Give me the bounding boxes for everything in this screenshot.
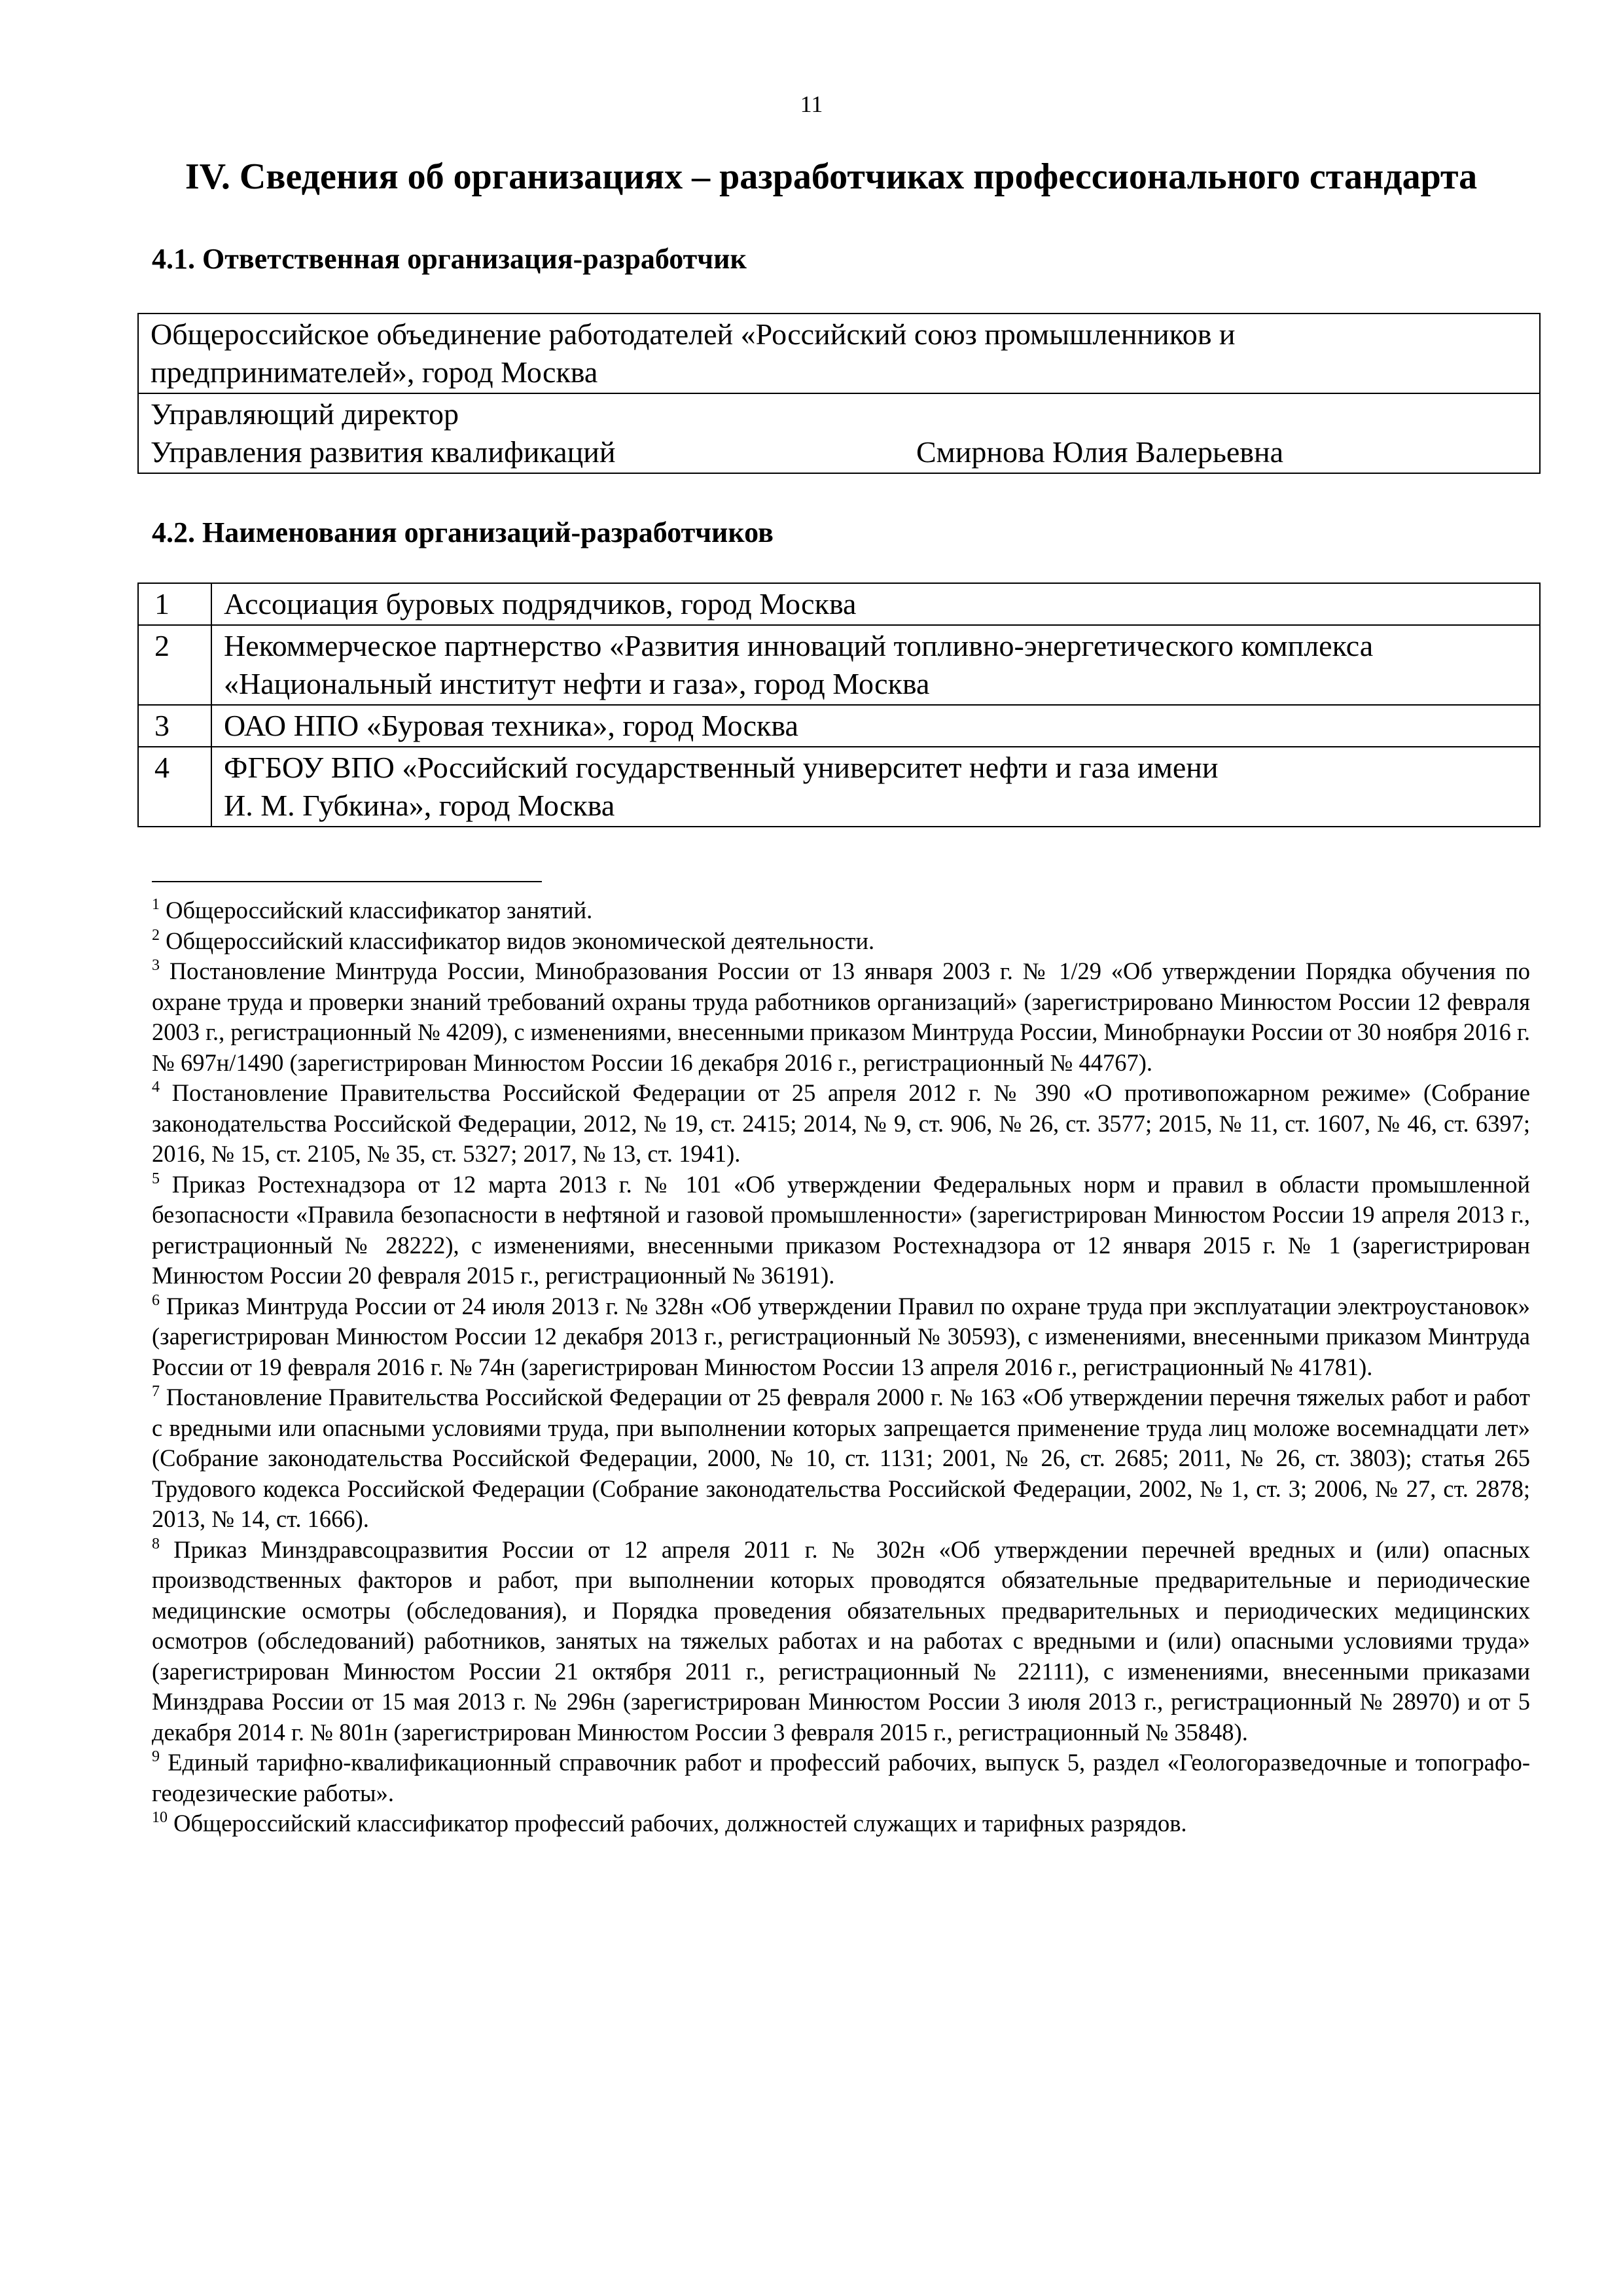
footnote-mark: 4 xyxy=(152,1079,160,1096)
footnote xyxy=(152,1078,1530,1170)
signatory-cell xyxy=(138,393,1540,473)
footnote xyxy=(152,1748,1530,1808)
subsection-title-responsible: 4.1. Ответственная организация-разработчик xyxy=(152,243,747,275)
row-number: 3 xyxy=(138,705,211,747)
footnote-mark: 1 xyxy=(152,896,160,913)
table-row xyxy=(138,625,1540,705)
footnote xyxy=(152,1535,1530,1748)
footnote-mark: 2 xyxy=(152,926,160,944)
developer-organizations-table xyxy=(137,583,1541,827)
footnote-text: Постановление Правительства Российской Федерации от 25 февраля 2000 г. № 163 «Об утверждении перечня тяжелых работ и работ с вредными или опасными условиями труда, при выполнении которых запрещается применение труда лиц моложе восемнадцати лет» (Собрание законодательства Российской Федерации, 2000, № 10, ст. 1131; 2001, № 26, ст. 2685; 2011, № 26, ст. 3803); статья 265 Трудового кодекса Российской Федерации (Собрание законодательства Российской Федерации, 2002, № 1, ст. 3; 2006, № 27, ст. 2878; 2013, № 14, ст. 1666). xyxy=(152,1384,1531,1532)
table-row xyxy=(138,747,1540,827)
footnote xyxy=(152,1808,1530,1839)
organization-cell xyxy=(211,583,1540,625)
organization-name-line: И. М. Губкина», город Москва xyxy=(224,789,615,822)
position-line: Управления развития квалификаций xyxy=(151,435,616,469)
footnote-mark: 7 xyxy=(152,1383,160,1400)
footnote xyxy=(152,895,1530,926)
footnote xyxy=(152,926,1530,957)
footnote-text: Приказ Ростехнадзора от 12 марта 2013 г. № 101 «Об утверждении Федеральных норм и правил в области промышленной безопасности «Правила безопасности в нефтяной и газовой промышленности» (зарегистрирован Минюстом России 19 апреля 2013 г., регистрационный № 28222), с изменениями, внесенными приказом Ростехнадзора от 12 января 2015 г. № 1 (зарегистрирован Минюстом России 20 февраля 2015 г., регистрационный № 36191). xyxy=(152,1170,1531,1289)
footnote-mark: 10 xyxy=(152,1809,168,1826)
footnote-text: Постановление Минтруда России, Минобразования России от 13 января 2003 г. № 1/29 «Об утверждении Порядка обучения по охране труда и проверки знаний требований охраны труда работников организаций» (зарегистрировано Минюстом России 12 февраля 2003 г., регистрационный № 4209), с изменениями, внесенными приказом Минтруда России, Минобрнауки России от 30 ноября 2016 г. № 697н/1490 (зарегистрирован Минюстом России 16 декабря 2016 г., регистрационный № 44767). xyxy=(152,958,1530,1076)
organization-cell xyxy=(211,625,1540,705)
footnote-mark: 6 xyxy=(152,1291,160,1309)
subsection-title-developers: 4.2. Наименования организаций-разработчиков xyxy=(152,516,774,548)
organization-name-line: Некоммерческое партнерство «Развития инноваций топливно-энергетического комплекса xyxy=(224,629,1374,662)
footnote xyxy=(152,1382,1530,1535)
section-title: IV. Сведения об организациях – разработчиках профессионального стандарта xyxy=(185,156,1478,197)
footnote-mark: 3 xyxy=(152,957,160,974)
organization-name-line: Ассоциация буровых подрядчиков, город Москва xyxy=(224,587,857,620)
position-line: Управляющий директор xyxy=(151,397,459,431)
row-number: 1 xyxy=(138,583,211,625)
footnotes xyxy=(152,895,1530,1839)
organization-cell xyxy=(138,314,1540,393)
organization-name-line: «Национальный институт нефти и газа», город Москва xyxy=(224,667,930,700)
footnote xyxy=(152,956,1530,1078)
footnote-text: Общероссийский классификатор профессий рабочих, должностей служащих и тарифных разрядов. xyxy=(173,1810,1187,1837)
footnote-text: Единый тарифно-квалификационный справочник работ и профессий рабочих, выпуск 5, раздел «Геологоразведочные и топографо-геодезические работы». xyxy=(152,1749,1530,1806)
row-number: 4 xyxy=(138,747,211,827)
footnote-text: Общероссийский классификатор видов экономической деятельности. xyxy=(166,927,875,954)
responsible-organization-table xyxy=(137,313,1541,474)
organization-cell xyxy=(211,747,1540,827)
page-number: 11 xyxy=(800,91,823,117)
signatory-name: Смирнова Юлия Валерьевна xyxy=(916,435,1283,469)
footnote-mark: 8 xyxy=(152,1535,160,1552)
organization-name-line: Общероссийское объединение работодателей «Российский союз промышленников и xyxy=(151,317,1236,351)
footnote-text: Общероссийский классификатор занятий. xyxy=(166,897,593,924)
footnote-separator xyxy=(152,881,542,882)
signatory-line xyxy=(151,433,1527,471)
footnote-text: Постановление Правительства Российской Федерации от 25 апреля 2012 г. № 390 «О противопожарном режиме» (Собрание законодательства Российской Федерации, 2012, № 19, ст. 2415; 2014, № 9, ст. 906, № 26, ст. 3577; 2015, № 11, ст. 1607, № 46, ст. 6397; 2016, № 15, ст. 2105, № 35, ст. 5327; 2017, № 13, ст. 1941). xyxy=(152,1079,1530,1167)
footnote xyxy=(152,1291,1530,1383)
footnote-text: Приказ Минздравсоцразвития России от 12 апреля 2011 г. № 302н «Об утверждении перечней вредных и (или) опасных производственных факторов и работ, при выполнении которых проводятся обязательные предварительные и периодические медицинские осмотры (обследования), и Порядка проведения обязательных предварительных и периодических медицинских осмотров (обследований) работников, занятых на тяжелых работах и на работах с вредными и (или) опасными условиями труда» (зарегистрирован Минюстом России 21 октября 2011 г., регистрационный № 22111), с изменениями, внесенными приказами Минздрава России от 15 мая 2013 г. № 296н (зарегистрирован Минюстом России 3 июля 2013 г., регистрационный № 28970) и от 5 декабря 2014 г. № 801н (зарегистрирован Минюстом России 3 февраля 2015 г., регистрационный № 35848). xyxy=(152,1535,1531,1746)
organization-cell xyxy=(211,705,1540,747)
footnote xyxy=(152,1170,1530,1291)
organization-name-line: ФГБОУ ВПО «Российский государственный университет нефти и газа имени xyxy=(224,751,1219,784)
organization-name-line: предпринимателей», город Москва xyxy=(151,355,598,389)
table-row xyxy=(138,705,1540,747)
footnote-mark: 9 xyxy=(152,1748,160,1765)
row-number: 2 xyxy=(138,625,211,705)
footnote-mark: 5 xyxy=(152,1170,160,1187)
table-row xyxy=(138,393,1540,473)
organization-name-line: ОАО НПО «Буровая техника», город Москва xyxy=(224,709,798,742)
table-row xyxy=(138,314,1540,393)
table-row xyxy=(138,583,1540,625)
footnote-text: Приказ Минтруда России от 24 июля 2013 г. № 328н «Об утверждении Правил по охране труда при эксплуатации электроустановок» (зарегистрирован Минюстом России 12 декабря 2013 г., регистрационный № 30593), с изменениями, внесенными приказом Минтруда России от 19 февраля 2016 г. № 74н (зарегистрирован Минюстом России 13 апреля 2016 г., регистрационный № 41781). xyxy=(152,1292,1531,1380)
